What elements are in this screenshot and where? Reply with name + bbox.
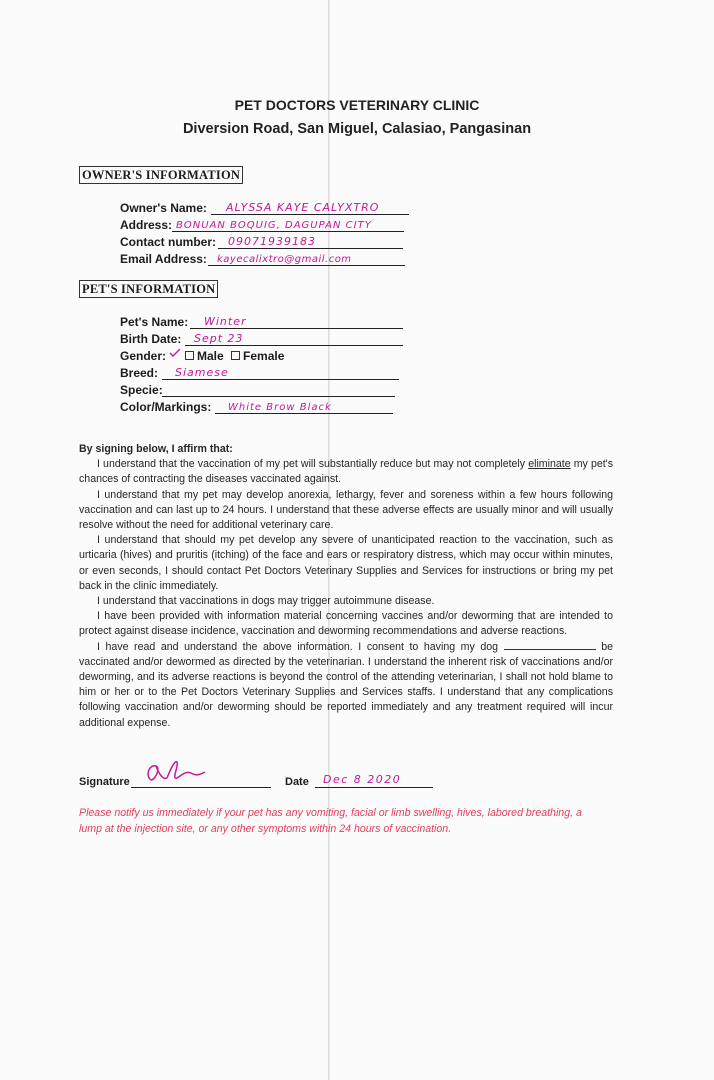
consent-p1-underlined: eliminate (528, 458, 571, 471)
handwritten-signature-icon[interactable] (141, 758, 207, 788)
owner-name-row (120, 199, 410, 215)
signature-label: Signature (79, 776, 130, 788)
color-value[interactable]: White Brow Black (228, 402, 332, 413)
email-label: Email Address: (120, 252, 207, 266)
female-checkbox[interactable] (231, 351, 240, 360)
consent-paragraph-6 (79, 640, 613, 731)
address-label: Address: (120, 218, 173, 232)
consent-paragraph-3: I understand that should my pet develop any severe of unanticipated reaction to the vaccination, such as urticaria (hives) and pruritis (itching) of the face and ears or respiratory distress, which may occur within minutes, or even seconds, I should contact Pet Doctors Veterinary Supplies and Services for instructions or bring my pet back in the clinic immediately. (79, 534, 613, 592)
consent-paragraph-5: I have been provided with information material concerning vaccines and/or deworming that are intended to protect against disease incidence, vaccination and deworming recommendations and adverse reactions. (79, 610, 613, 638)
vaccination-notice: Please notify us immediately if your pet has any vomiting, facial or limb swelling, hives, labored breathing, a lump at the injection site, or any other symptoms within 24 hours of vaccination. (79, 807, 582, 835)
specie-line (162, 382, 395, 397)
pet-section-heading: PET'S INFORMATION (79, 280, 218, 298)
email-value[interactable]: kayecalixtro@gmail.com (217, 254, 352, 265)
consent-paragraph-1 (79, 457, 613, 487)
pet-name-value[interactable]: Winter (204, 315, 247, 328)
pet-name-row (120, 313, 410, 329)
consent-text (79, 442, 613, 731)
male-option-label: Male (197, 349, 224, 363)
color-row (120, 398, 410, 414)
contact-value[interactable]: 09071939183 (228, 235, 316, 248)
gender-row (120, 347, 320, 363)
birth-date-label: Birth Date: (120, 332, 182, 346)
consent-p1-start: I understand that the vaccination of my pet will substantially reduce but may not completely (97, 458, 529, 471)
consent-paragraph-2: I understand that my pet may develop anorexia, lethargy, fever and soreness within a few hours following vaccination and can last up to 24 hours. I understand that these adverse effects are usually minor and will usually resolve without the need for additional veterinary care. (79, 488, 613, 532)
consent-p6-end: be vaccinated and/or dewormed as directed by the veterinarian. I understand the inherent risk of vaccinations and/or deworming, and its adverse reactions is beyond the control of the attending veterinarian, I shall not hold blame to him or her or to the Pet Doctors Veterinary Supplies and Services staffs. I understand that any complications following vaccination and/or deworming should be reported immediately and any treatment required will incur additional expense. (79, 640, 613, 729)
pet-name-label: Pet's Name: (120, 315, 189, 329)
gender-label: Gender: (120, 349, 167, 363)
breed-value[interactable]: Siamese (175, 366, 229, 379)
owner-name-value[interactable]: ALYSSA KAYE CALYXTRO (226, 201, 380, 214)
signature-row (79, 762, 439, 790)
date-label: Date (285, 776, 309, 788)
breed-row (120, 364, 410, 380)
consent-paragraph-4: I understand that vaccinations in dogs may trigger autoimmune disease. (97, 595, 435, 608)
address-row (120, 216, 410, 232)
contact-label: Contact number: (120, 235, 216, 249)
owner-section-heading: OWNER'S INFORMATION (79, 166, 243, 184)
specie-row (120, 381, 410, 397)
clinic-address: Diversion Road, San Miguel, Calasiao, Pangasinan (182, 121, 532, 137)
breed-label: Breed: (120, 366, 159, 380)
color-label: Color/Markings: (120, 400, 212, 414)
clinic-name: PET DOCTORS VETERINARY CLINIC (234, 97, 480, 113)
address-value[interactable]: BONUAN BOQUIG, DAGUPAN CITY (176, 220, 372, 231)
email-row (120, 250, 410, 266)
owner-name-label: Owner's Name: (120, 201, 207, 215)
male-checkbox[interactable] (185, 351, 194, 360)
date-value[interactable]: Dec 8 2020 (323, 773, 402, 786)
birth-date-value[interactable]: Sept 23 (194, 332, 244, 345)
date-line (315, 787, 433, 788)
gender-options (183, 349, 284, 363)
consent-p6-start: I have read and understand the above information. I consent to having my dog (97, 640, 504, 653)
birth-date-row (120, 330, 410, 346)
consent-lead: By signing below, I affirm that: (79, 443, 233, 455)
female-option-label: Female (243, 349, 285, 363)
specie-label: Specie: (120, 383, 163, 397)
consent-p1-end: my pet's chances of contracting the diseases vaccinated against. (79, 458, 613, 486)
male-check-mark-icon (169, 348, 181, 358)
dog-name-blank[interactable] (504, 640, 596, 650)
contact-row (120, 233, 410, 249)
